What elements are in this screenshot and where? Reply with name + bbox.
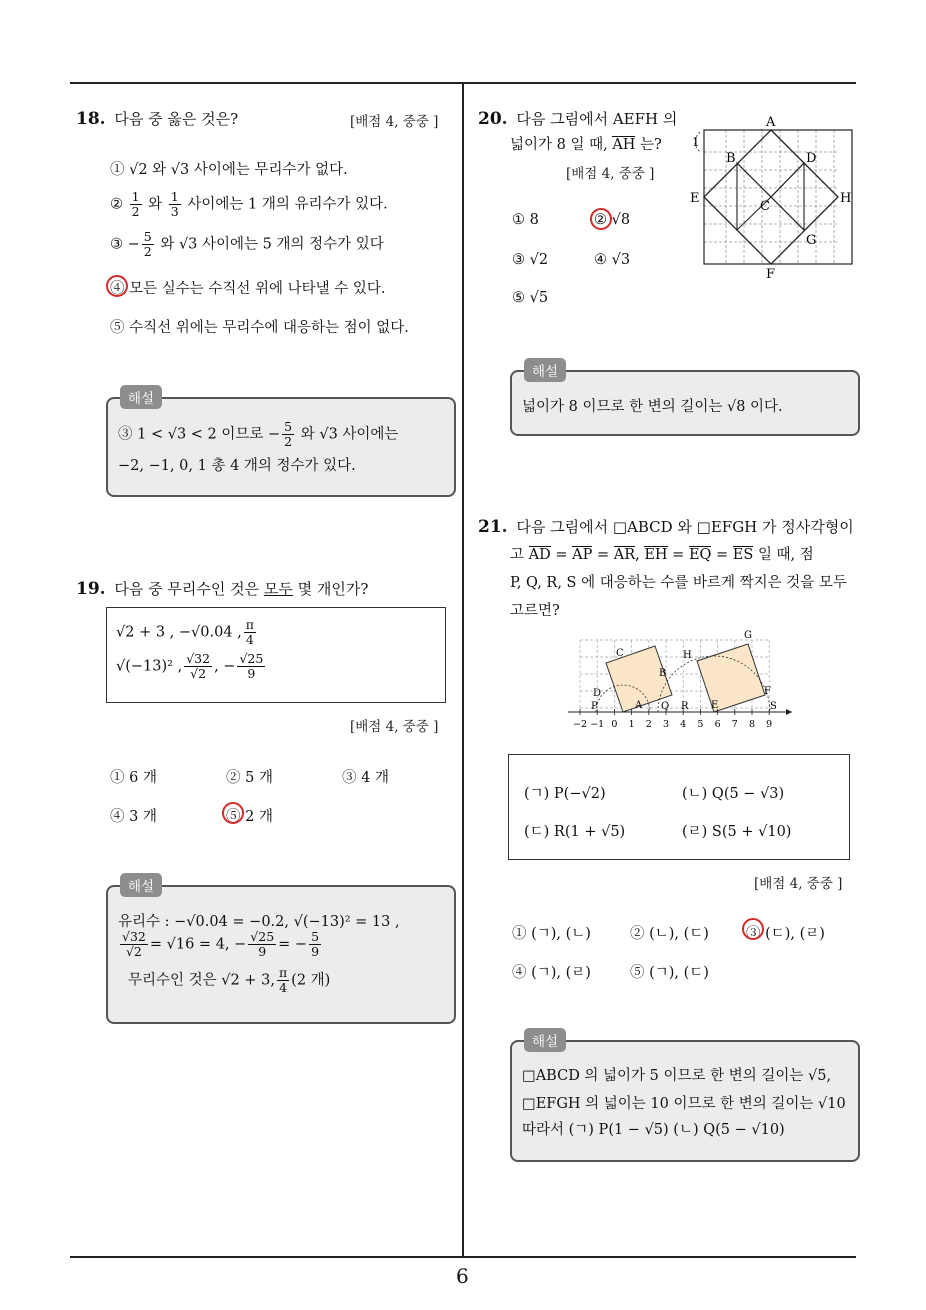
q18-opt2-mark: ② (110, 196, 123, 213)
q18-option-4[interactable]: ④ 모든 실수는 수직선 위에 나타낼 수 있다. (110, 281, 386, 297)
q18-solution-line-1: ③ 1 < √3 < 2 이므로 − $\frac{5}{2}$ 와 √3 사이에는 (118, 419, 399, 449)
svg-text:A: A (766, 115, 776, 130)
q20-figure (686, 112, 856, 282)
svg-text:B: B (726, 151, 736, 166)
svg-text:B: B (659, 668, 667, 679)
tick-label: 9 (766, 719, 773, 730)
svg-text:C: C (616, 648, 624, 659)
tick-label: 5 (697, 719, 704, 730)
q21-option-5[interactable]: ⑤ (ㄱ), (ㄷ) (630, 965, 709, 981)
svg-text:H: H (840, 191, 852, 206)
tick-label: −1 (590, 719, 605, 730)
q21-number: 21. (478, 517, 508, 537)
svg-text:D: D (593, 688, 602, 699)
q19-number: 19. (76, 579, 106, 599)
q21-option-2[interactable]: ② (ㄴ), (ㄷ) (630, 926, 709, 942)
svg-text:F: F (766, 267, 776, 282)
q19-solution-line-3: 무리수인 것은 √2 + 3, $\frac{\pi}{4}$ (2 개) (128, 965, 331, 995)
q19-points: [배점 4, 중중 ] (350, 719, 439, 735)
q18-option-3[interactable] (110, 230, 384, 259)
q21-question-line-4: 고르면? (510, 603, 560, 619)
q21-question-line-1: 다음 그림에서 □ABCD 와 □EFGH 가 정사각형이 (516, 518, 854, 536)
tick-label: 0 (611, 719, 618, 730)
q21-choice-c: (ㄷ) R(1 + √5) (524, 824, 626, 840)
svg-text:F: F (764, 686, 771, 697)
q19-header (76, 576, 368, 602)
q21-option-3[interactable]: ③ (ㄷ), (ㄹ) (746, 926, 825, 942)
svg-text:Q: Q (661, 701, 670, 712)
q19-option-2[interactable]: ② 5 개 (226, 770, 273, 786)
q18-points: [배점 4, 중중 ] (350, 114, 439, 130)
tick-label: 7 (731, 719, 738, 730)
q18-question: 다음 중 옳은 것은? (114, 110, 239, 128)
q20-option-2[interactable]: ② √8 (594, 212, 631, 228)
q20-option-4[interactable]: ④ √3 (594, 252, 631, 268)
column-divider (462, 83, 464, 1257)
q21-choices-box (508, 754, 850, 860)
svg-text:1: 1 (692, 135, 700, 149)
tick-label: 4 (680, 719, 687, 730)
q21-question-line-3: P, Q, R, S 에 대응하는 수를 바르게 짝지은 것을 모두 (510, 575, 847, 591)
q21-choice-b: (ㄴ) Q(5 − √3) (682, 786, 785, 802)
q18-opt2-text: 사이에는 1 개의 유리수가 있다. (187, 196, 388, 213)
bottom-rule (70, 1256, 856, 1258)
tick-label: 6 (714, 719, 721, 730)
q20-option-3[interactable]: ③ √2 (512, 252, 549, 268)
page-number: 6 (456, 1264, 469, 1288)
q20-number: 20. (478, 109, 508, 129)
q18-header (76, 106, 238, 132)
q19-question-a: 다음 중 무리수인 것은 (114, 580, 260, 598)
q20-solution-tag: 해설 (524, 358, 566, 382)
tick-label: 1 (628, 719, 635, 730)
tick-label: 8 (748, 719, 756, 730)
q20-solution-line-1: 넓이가 8 이므로 한 변의 길이는 √8 이다. (522, 399, 783, 415)
tick-label: 3 (662, 719, 670, 730)
q21-number-line-figure (566, 626, 796, 732)
q19-option-4[interactable]: ④ 3 개 (110, 809, 157, 825)
q18-opt3-mark: ③ − (110, 236, 140, 253)
tick-label: 2 (645, 719, 652, 730)
q18-option-2[interactable] (110, 190, 388, 219)
tick-label: −2 (572, 719, 588, 730)
q21-points: [배점 4, 중중 ] (754, 876, 843, 892)
svg-text:C: C (760, 199, 770, 214)
q19-option-1[interactable]: ① 6 개 (110, 770, 157, 786)
q18-opt3-text: 와 √3 사이에는 5 개의 정수가 있다 (160, 236, 384, 253)
q19-answer-mark-icon (222, 802, 244, 824)
q20-points: [배점 4, 중중 ] (566, 166, 655, 182)
svg-text:G: G (744, 630, 752, 641)
q19-question-underlined: 모두 (263, 580, 293, 598)
q18-solution-line-2: −2, −1, 0, 1 총 4 개의 정수가 있다. (118, 458, 356, 474)
q20-option-5[interactable]: ⑤ √5 (512, 290, 549, 306)
q21-header (478, 514, 854, 540)
q21-answer-mark-icon (742, 918, 764, 940)
svg-text:P: P (591, 701, 598, 712)
q18-option-5[interactable]: ⑤ 수직선 위에는 무리수에 대응하는 점이 없다. (110, 320, 409, 336)
q18-opt2-and: 와 (148, 196, 163, 213)
q21-solution-tag: 해설 (524, 1028, 566, 1052)
q20-question-line-1: 다음 그림에서 AEFH 의 (516, 110, 678, 128)
q20-question-line-2: 넓이가 8 일 때, AH 는? (510, 137, 662, 153)
svg-text:G: G (806, 233, 817, 248)
q19-box-line-1: √2 + 3 , −√0.04 , $\frac{\pi}{4}$ (116, 617, 254, 647)
svg-text:S: S (770, 701, 777, 712)
svg-text:E: E (690, 191, 700, 206)
q19-solution-tag: 해설 (120, 873, 162, 897)
q18-number: 18. (76, 109, 106, 129)
q21-option-1[interactable]: ① (ㄱ), (ㄴ) (512, 926, 591, 942)
q18-answer-mark-icon (106, 275, 128, 297)
svg-text:H: H (683, 650, 692, 661)
q21-solution-line-3: 따라서 (ㄱ) P(1 − √5) (ㄴ) Q(5 − √10) (522, 1122, 785, 1138)
q21-solution-line-2: □EFGH 의 넓이는 10 이므로 한 변의 길이는 √10 (522, 1096, 846, 1112)
q18-opt2-frac1: $\frac{1}{2}$ (131, 189, 140, 219)
svg-text:R: R (681, 701, 689, 712)
q19-option-5[interactable]: ⑤ 2 개 (226, 809, 273, 825)
q19-question-b: 몇 개인가? (297, 580, 369, 598)
q21-solution-line-1: □ABCD 의 넓이가 5 이므로 한 변의 길이는 √5, (522, 1068, 832, 1084)
q19-solution-line-1: 유리수 : −√0.04 = −0.2, √(−13)² = 13 , (118, 914, 400, 930)
q19-option-3[interactable]: ③ 4 개 (342, 770, 389, 786)
q21-choice-a: (ㄱ) P(−√2) (524, 786, 606, 802)
q21-choice-d: (ㄹ) S(5 + √10) (682, 824, 792, 840)
q18-solution-tag: 해설 (120, 385, 162, 409)
q20-header (478, 106, 677, 132)
svg-text:E: E (711, 700, 719, 711)
q18-opt2-frac2: $\frac{1}{3}$ (170, 189, 179, 219)
q18-opt3-frac: $\frac{5}{2}$ (143, 229, 152, 259)
q20-option-1[interactable]: ① 8 (512, 212, 539, 228)
q21-option-4[interactable]: ④ (ㄱ), (ㄹ) (512, 965, 591, 981)
q20-answer-mark-icon (590, 208, 612, 230)
q21-question-line-2: 고 AD = AP = AR, EH = EQ = ES 일 때, 점 (510, 547, 814, 563)
svg-text:A: A (635, 700, 643, 711)
q19-box-line-2: √(−13)² , $\frac{√32}{√2}$ , − $\frac{√25}{9}$ (116, 651, 264, 681)
q19-solution-line-2: $\frac{√32}{√2}$ = √16 = 4, − $\frac{√25}{9}$ = − $\frac{5}{9}$ (122, 929, 320, 959)
q18-option-1[interactable]: ① √2 와 √3 사이에는 무리수가 없다. (110, 162, 348, 178)
svg-text:D: D (806, 151, 817, 166)
